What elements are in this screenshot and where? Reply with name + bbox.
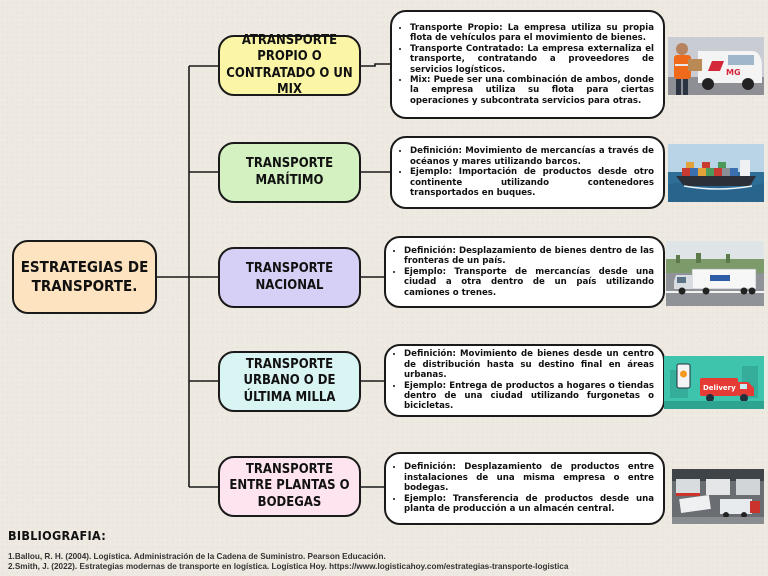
- bullet-item: • Ejemplo: Transporte de mercancías desde una ciudad a otra dentro de un país utilizando camiones o trenes.: [404, 267, 654, 298]
- description-box-maritimo: [390, 136, 665, 209]
- bibliography-title: BIBLIOGRAFIA:: [8, 528, 107, 543]
- branch-node-plantas-bodegas: [218, 456, 361, 517]
- bullet-item: • Definición: Movimiento de mercancías a través de océanos y mares utilizando barcos.: [410, 146, 654, 167]
- description-box-propio-contratado: [390, 10, 665, 119]
- branch-node-propio-contratado: [218, 35, 361, 96]
- bullet-item: • Definición: Movimiento de bienes desde un centro de distribución hasta su destino final en áreas urbanas.: [404, 349, 654, 380]
- delivery-app-illustration: [664, 356, 764, 409]
- bullet-list: [390, 462, 654, 514]
- svg-text:MG: MG: [726, 68, 741, 77]
- description-box-plantas-bodegas: [384, 452, 665, 525]
- bibliography-list: [8, 552, 768, 572]
- bibliography-entry: 1.Ballou, R. H. (2004). Logística. Administración de la Cadena de Suministro. Pearson Educación.: [8, 552, 386, 561]
- bullet-list: [390, 246, 654, 298]
- root-label: ESTRATEGIAS DE TRANSPORTE.: [20, 258, 149, 295]
- bullet-list: [396, 146, 654, 198]
- bullet-item: • Transporte Propio: La empresa utiliza su propia flota de vehículos para el movimiento de bienes.: [410, 23, 654, 44]
- branch-label: TRANSPORTE MARÍTIMO: [245, 156, 334, 188]
- entry-number: 2.: [8, 562, 15, 571]
- branch-node-nacional: [218, 247, 361, 308]
- bullet-list: [396, 23, 654, 107]
- entry-number: 1.: [8, 552, 15, 561]
- bullet-item: • Ejemplo: Transferencia de productos desde una planta de producción a un almacén central.: [404, 494, 654, 515]
- root-node: [12, 240, 157, 314]
- bullet-item: • Ejemplo: Importación de productos desde otro continente utilizando contenedores transportados en buques.: [410, 167, 654, 198]
- description-box-urbano: [384, 344, 665, 417]
- bullet-item: • Mix: Puede ser una combinación de ambos, donde la empresa utiliza su flota para ciertas operaciones y subcontrata servicios para otras.: [410, 75, 654, 106]
- branch-label: TRANSPORTE ENTRE PLANTAS O BODEGAS: [229, 462, 350, 510]
- branch-node-urbano: [218, 351, 361, 412]
- delivery-worker-van-photo: [668, 37, 764, 95]
- bullet-item: • Definición: Desplazamiento de bienes dentro de las fronteras de un país.: [404, 246, 654, 267]
- branch-node-maritimo: [218, 142, 361, 203]
- truck-highway-photo: [666, 241, 764, 306]
- bibliography-entry: 2.Smith, J. (2022). Estrategias modernas de transporte en logística. Logística Hoy. https://www.logisticahoy.com/estrategias-transporte-logistica: [8, 562, 569, 571]
- bullet-item: • Transporte Contratado: La empresa externaliza el transporte, contratando a proveedores de servicios logísticos.: [410, 44, 654, 75]
- delivery-text: Delivery: [703, 384, 736, 392]
- trucks-loading-dock-photo: [672, 469, 764, 524]
- branch-label: TRANSPORTE URBANO O DE ÚLTIMA MILLA: [243, 357, 336, 405]
- description-box-nacional: [384, 236, 665, 308]
- bullet-item: • Definición: Desplazamiento de productos entre instalaciones de una misma empresa o entre bodegas.: [404, 462, 654, 493]
- bullet-list: [390, 349, 654, 412]
- container-ship-photo: [668, 144, 764, 202]
- bullet-item: • Ejemplo: Entrega de productos a hogares o tiendas dentro de una ciudad utilizando furgonetas o bicicletas.: [404, 381, 654, 412]
- branch-label: TRANSPORTE NACIONAL: [245, 261, 334, 293]
- branch-label: ATRANSPORTE PROPIO O CONTRATADO O UN MIX: [226, 33, 353, 97]
- desc-connector-0: [361, 64, 390, 66]
